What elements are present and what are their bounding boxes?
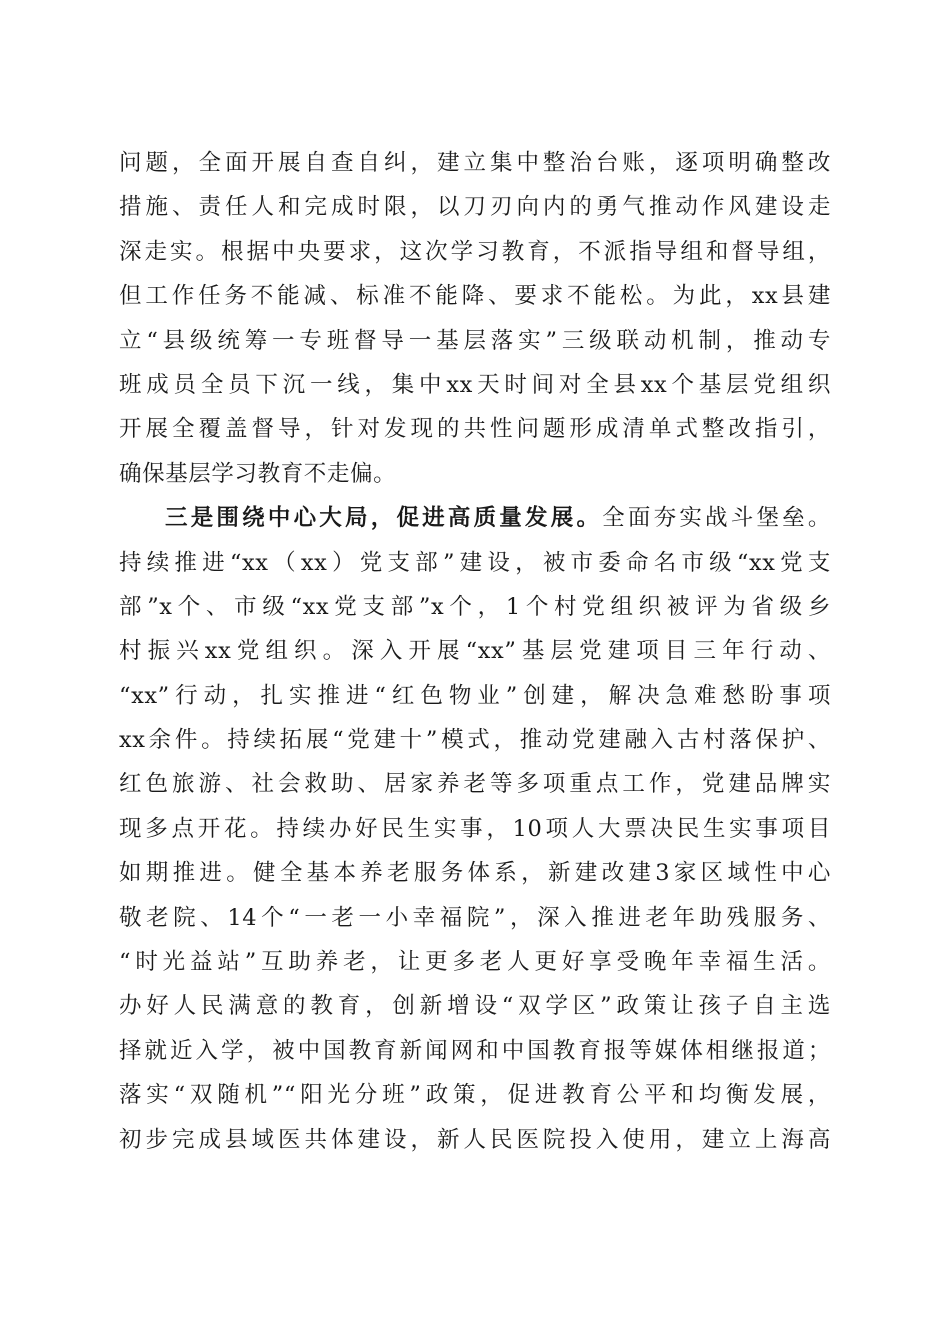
text-line: 持续推进“xx（xx）党支部”建设，被市委命名市级“xx党支: [119, 549, 831, 576]
text-line: 但工作任务不能减、标准不能降、要求不能松。为此，xx县建: [119, 283, 831, 310]
text-line: “时光益站”互助养老，让更多老人更好享受晚年幸福生活。: [119, 949, 831, 976]
text-line: 措施、责任人和完成时限，以刀刃向内的勇气推动作风建设走: [119, 194, 831, 221]
text-line: 村振兴xx党组织。深入开展“xx”基层党建项目三年行动、: [119, 638, 831, 665]
document-body: [119, 141, 831, 1162]
text-line: 敬老院、14个“一老一小幸福院”，深入推进老年助残服务、: [119, 904, 831, 931]
text-line: 立“县级统筹一专班督导一基层落实”三级联动机制，推动专: [119, 327, 831, 354]
text-line: xx余件。持续拓展“党建十”模式，推动党建融入古村落保护、: [119, 727, 831, 754]
section-first-line-rest: 全面夯实战斗堡垒。: [602, 505, 831, 532]
text-line: 落实“双随机”“阳光分班”政策，促进教育公平和均衡发展，: [119, 1082, 831, 1109]
text-line: 如期推进。健全基本养老服务体系，新建改建3家区域性中心: [119, 860, 831, 887]
text-line: 确保基层学习教育不走偏。: [119, 460, 397, 487]
text-line: 办好人民满意的教育，创新增设“双学区”政策让孩子自主选: [119, 993, 831, 1020]
text-line: 现多点开花。持续办好民生实事，10项人大票决民生实事项目: [119, 815, 831, 842]
text-line: 深走实。根据中央要求，这次学习教育，不派指导组和督导组，: [119, 238, 831, 265]
text-line: 红色旅游、社会救助、居家养老等多项重点工作，党建品牌实: [119, 771, 831, 798]
text-line: 初步完成县域医共体建设，新人民医院投入使用，建立上海高: [119, 1126, 831, 1153]
text-line: 部”x个、市级“xx党支部”x个，1个村党组织被评为省级乡: [119, 593, 831, 620]
text-line: 班成员全员下沉一线，集中xx天时间对全县xx个基层党组织: [119, 371, 831, 398]
text-line: 问题，全面开展自查自纠，建立集中整治台账，逐项明确整改: [119, 150, 831, 176]
text-line: 择就近入学，被中国教育新闻网和中国教育报等媒体相继报道；: [119, 1037, 831, 1064]
section-heading: 三是围绕中心大局，促进高质量发展。: [165, 505, 603, 532]
text-line: 开展全覆盖督导，针对发现的共性问题形成清单式整改指引，: [119, 416, 831, 443]
section-first-line: [119, 496, 831, 540]
text-line: “xx”行动，扎实推进“红色物业”创建，解决急难愁盼事项: [119, 682, 831, 709]
